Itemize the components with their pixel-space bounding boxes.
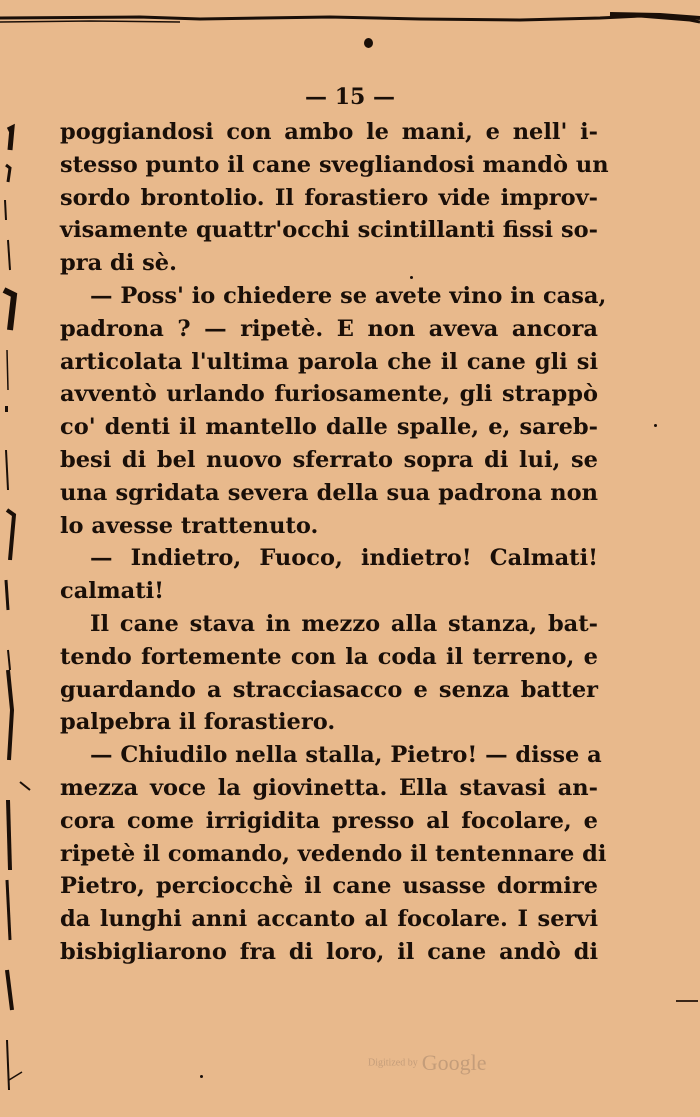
text-line: da lunghi anni accanto al focolare. I servi <box>60 906 598 933</box>
text-line: tendo fortemente con la coda il terreno, e <box>60 643 598 670</box>
text-line: Il cane stava in mezzo alla stanza, bat- <box>90 610 598 637</box>
text-line: cora come irrigidita presso al focolare, e <box>60 807 598 834</box>
text-line: — Poss' io chiedere se avete vino in casa, <box>90 282 607 309</box>
text-line: Pietro, perciocchè il cane usasse dormire <box>60 873 598 900</box>
text-line: — Chiudilo nella stalla, Pietro! — disse a <box>90 742 602 769</box>
text-line: sordo brontolio. Il forastiero vide improv- <box>60 184 598 211</box>
stray-dot <box>654 424 657 427</box>
top-border-rule <box>0 10 700 26</box>
text-line: lo avesse trattenuto. <box>60 512 319 539</box>
text-line: articolata l'ultima parola che il cane gli si <box>60 348 598 375</box>
body-text <box>60 116 609 969</box>
text-line: avventò urlando furiosamente, gli strappò <box>60 381 598 408</box>
page-number: — 15 — <box>305 84 395 110</box>
text-line: una sgridata severa della sua padrona non <box>60 479 598 506</box>
google-watermark <box>368 1050 486 1076</box>
text-line: poggiandosi con ambo le mani, e nell' i- <box>60 119 598 145</box>
watermark-brand: Google <box>421 1050 487 1075</box>
text-line: ripetè il comando, vedendo il tentennare di <box>60 840 607 867</box>
text-line: mezza voce la giovinetta. Ella stavasi an- <box>60 774 598 801</box>
stray-dot <box>200 1075 203 1078</box>
text-line: pra di sè. <box>60 250 177 277</box>
text-line: visamente quattr'occhi scintillanti fissi so- <box>60 217 598 244</box>
margin-dash <box>676 1000 698 1002</box>
left-margin-artifacts <box>0 110 40 1100</box>
text-line: padrona ? — ripetè. E non aveva ancora <box>60 315 598 342</box>
text-line: palpebra il forastiero. <box>60 709 336 736</box>
text-line: stesso punto il cane svegliandosi mandò un <box>60 151 609 178</box>
text-line: guardando a stracciasacco e senza batter <box>60 676 598 703</box>
text-line: calmati! <box>60 578 165 605</box>
text-line: co' denti il mantello dalle spalle, e, sareb- <box>60 414 598 441</box>
watermark-prefix: Digitized by <box>368 1057 418 1069</box>
text-line: besi di bel nuovo sferrato sopra di lui, se <box>60 446 598 473</box>
scan-blot <box>364 38 373 48</box>
text-line: bisbigliarono fra di loro, il cane andò di <box>60 938 598 965</box>
text-line: — Indietro, Fuoco, indietro! Calmati! <box>90 545 598 572</box>
